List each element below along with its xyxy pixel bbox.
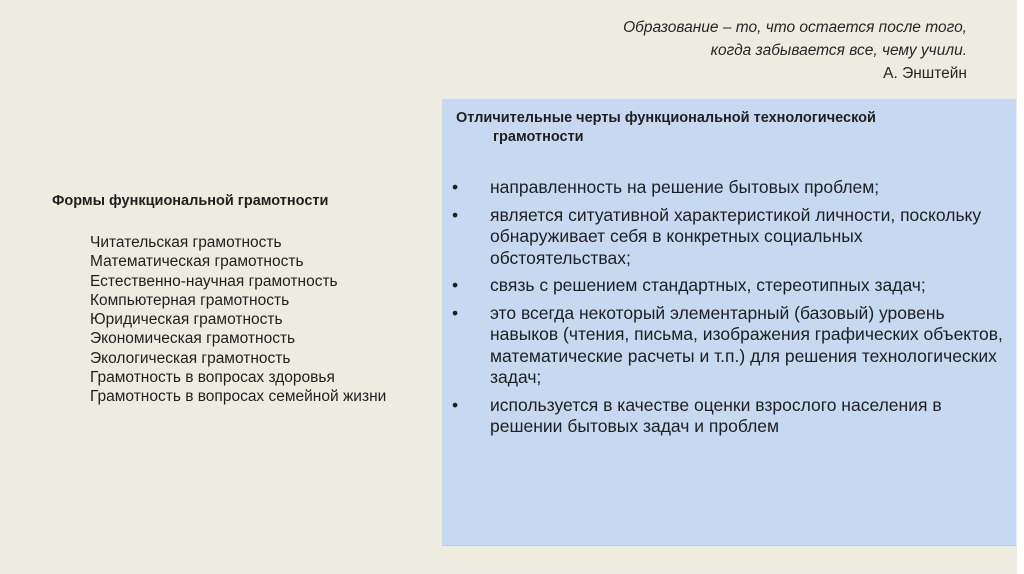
quote-author: А. Энштейн xyxy=(883,65,967,82)
traits-list-item xyxy=(452,303,1010,389)
traits-item-text: используется в качестве оценки взрослого населения в решении бытовых задач и проблем xyxy=(490,394,942,436)
traits-list xyxy=(452,177,1012,444)
forms-list-item: Экологическая грамотность xyxy=(90,349,291,367)
bullet-icon: • xyxy=(452,177,459,197)
traits-title-line-2: грамотности xyxy=(493,129,584,145)
traits-item-text: является ситуативной характеристикой личности, поскольку обнаруживает себя в конкретных социальных обстоятельствах; xyxy=(490,204,982,268)
forms-list-item: Естественно-научная грамотность xyxy=(90,272,338,290)
forms-list-item: Математическая грамотность xyxy=(90,253,304,271)
traits-title xyxy=(456,109,976,147)
forms-list-item: Грамотность в вопросах здоровья xyxy=(90,369,335,387)
traits-panel xyxy=(442,99,1016,546)
forms-list-item: Экономическая грамотность xyxy=(90,330,296,348)
forms-section xyxy=(52,192,422,407)
quote-line-1: Образование – то, что остается после того, xyxy=(623,19,967,36)
forms-list-item: Компьютерная грамотность xyxy=(90,291,290,309)
forms-list-item: Грамотность в вопросах семейной жизни xyxy=(90,388,387,406)
traits-list-item xyxy=(452,395,1010,438)
slide-right-edge xyxy=(1017,0,1024,574)
traits-item-text: направленность на решение бытовых проблем; xyxy=(490,177,880,197)
traits-title-line-1: Отличительные черты функциональной технологической xyxy=(456,110,876,126)
quote-line-2: когда забывается все, чему учили. xyxy=(710,42,967,59)
bullet-icon: • xyxy=(452,275,459,295)
traits-item-text: связь с решением стандартных, стереотипных задач; xyxy=(490,275,926,295)
forms-list-item: Юридическая грамотность xyxy=(90,311,283,329)
bullet-icon: • xyxy=(452,394,459,415)
traits-list-item xyxy=(452,275,1012,297)
traits-list-item xyxy=(452,205,1000,270)
bullet-icon: • xyxy=(452,204,459,225)
forms-list xyxy=(52,233,422,407)
traits-item-text: это всегда некоторый элементарный (базовый) уровень навыков (чтения, письма, изображения графических объектов, математические расчеты и т.п.) для решения технологических задач; xyxy=(490,302,1003,387)
epigraph-quote xyxy=(467,16,967,85)
forms-title: Формы функциональной грамотности xyxy=(52,193,329,209)
forms-list-item: Читательская грамотность xyxy=(90,234,282,251)
traits-list-item xyxy=(452,177,1012,199)
bullet-icon: • xyxy=(452,302,459,323)
